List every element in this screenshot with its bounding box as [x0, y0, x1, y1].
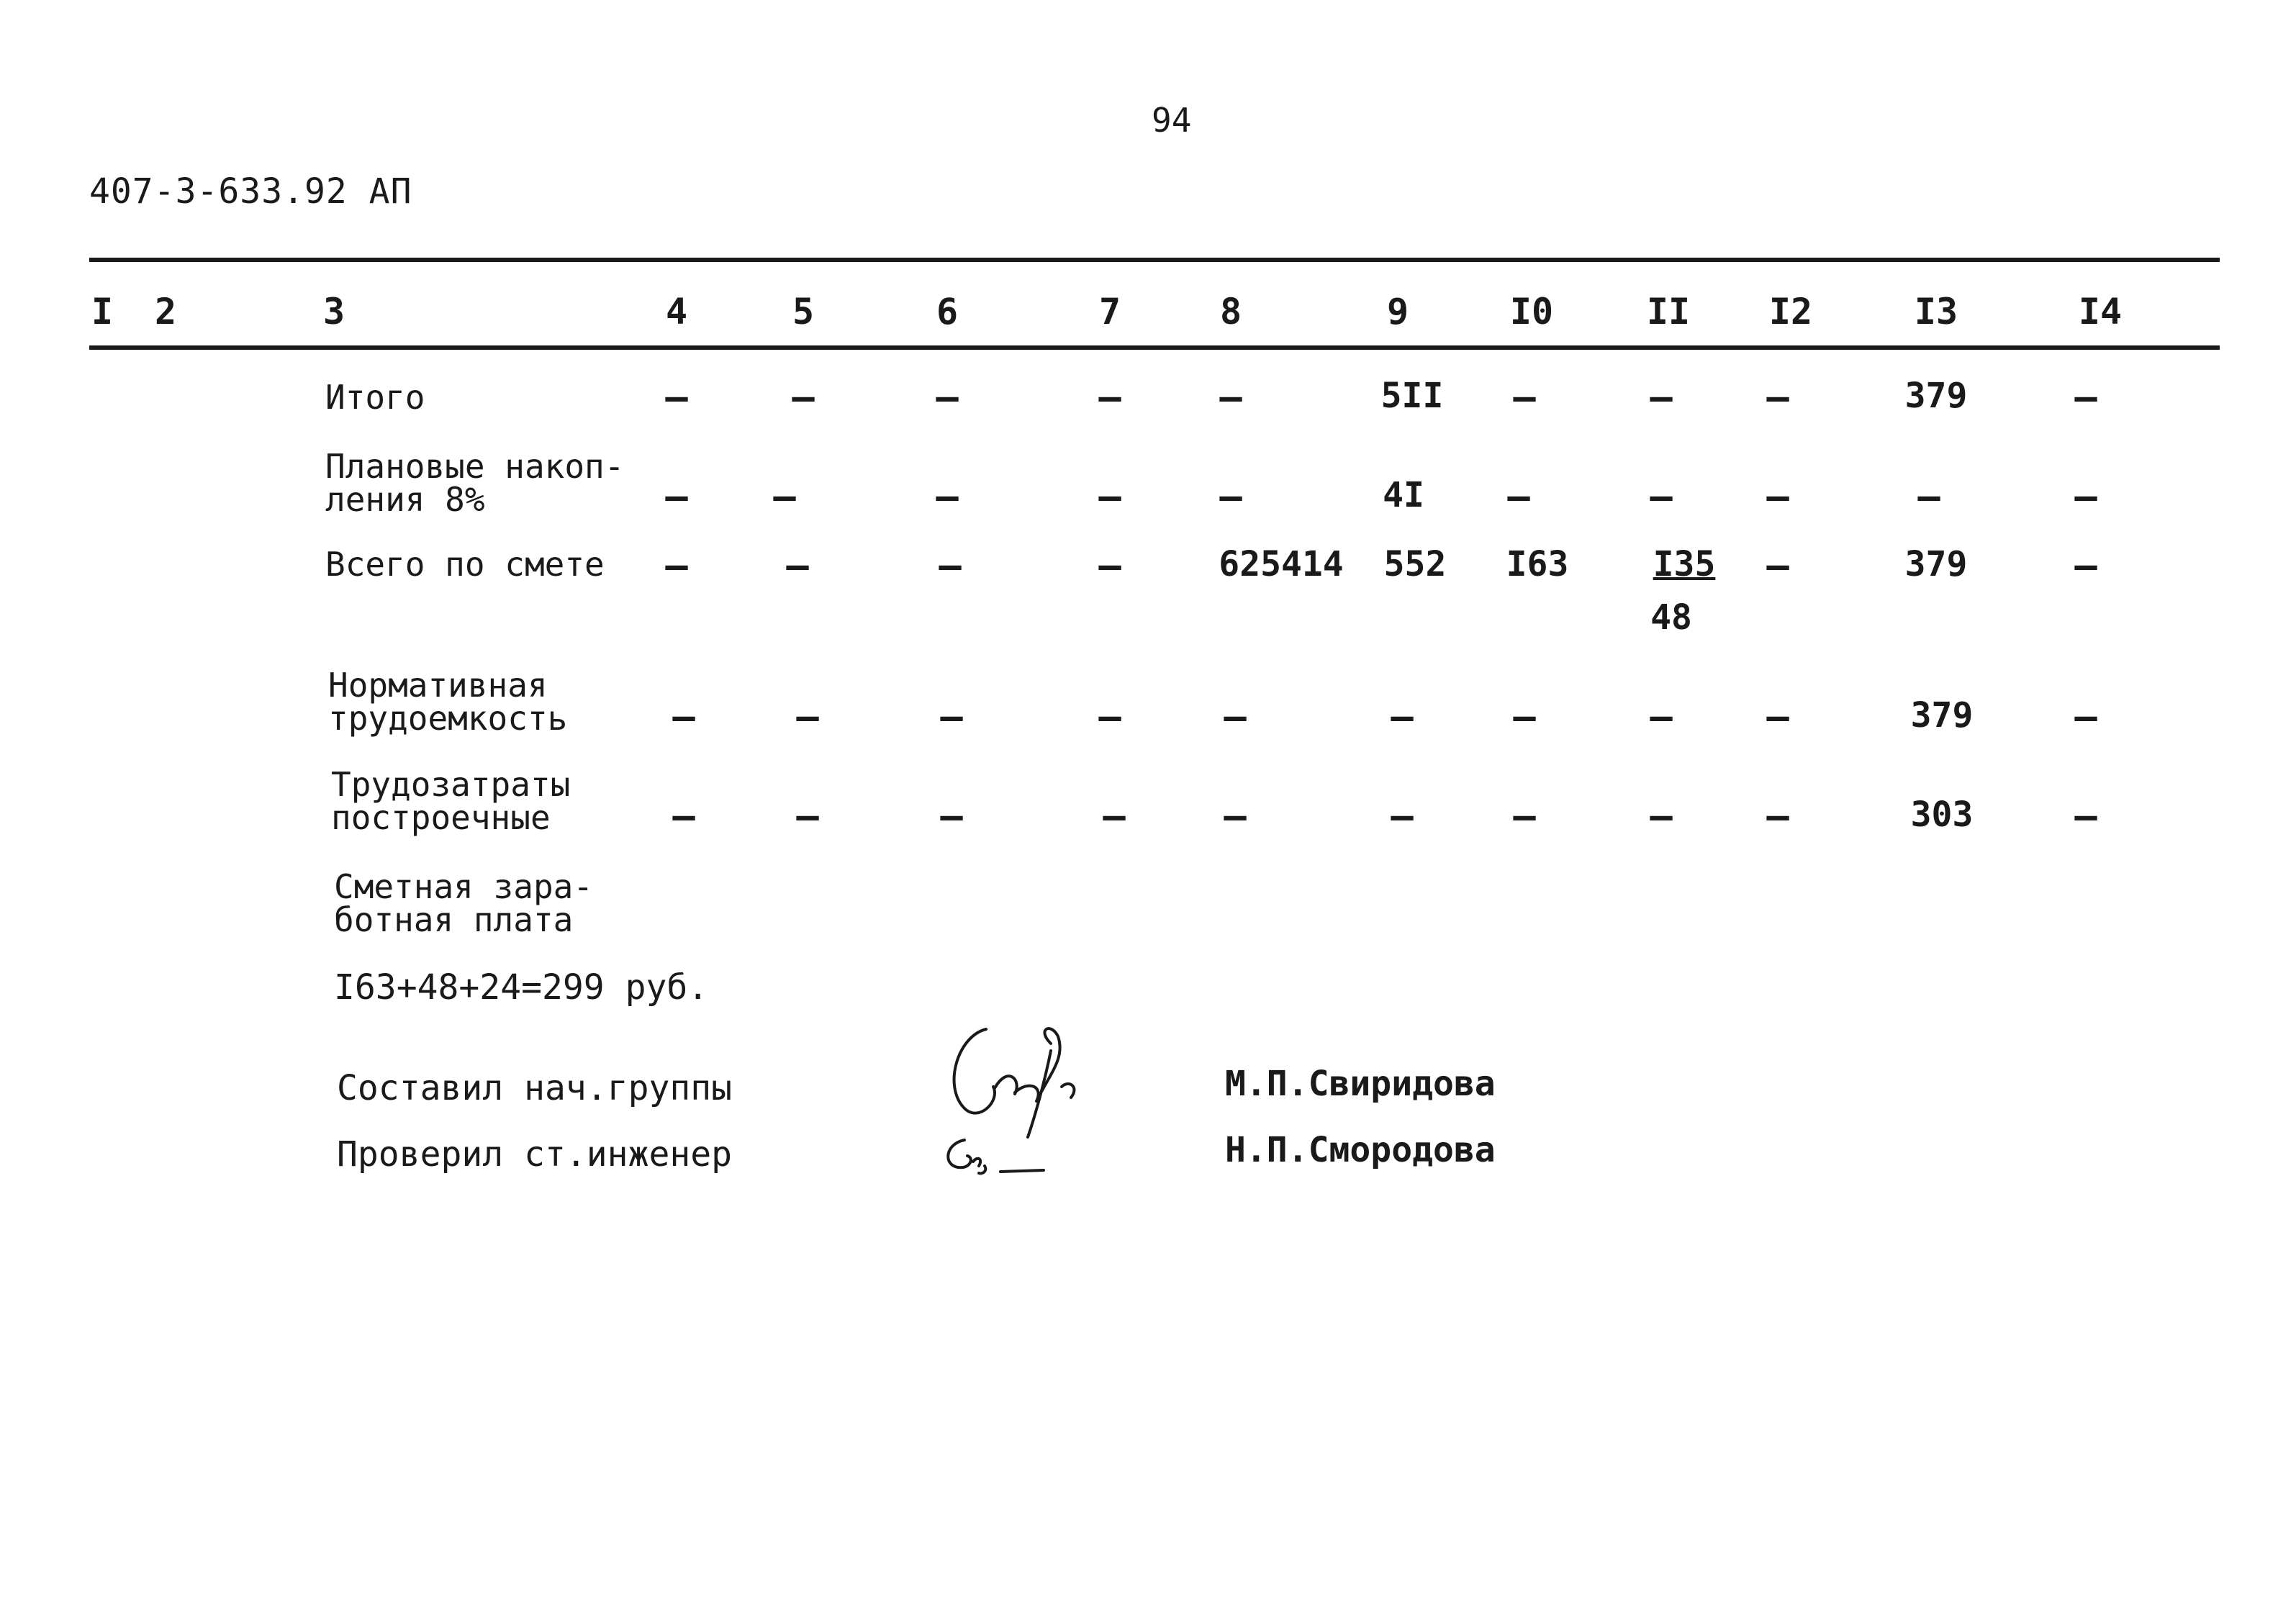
- table-cell: –: [1098, 475, 1121, 518]
- column-header: I: [91, 291, 114, 332]
- table-cell: –: [672, 695, 695, 738]
- table-cell: –: [773, 475, 796, 518]
- table-cell: –: [1917, 475, 1940, 518]
- handwritten-signature: [936, 1130, 1065, 1180]
- table-cell: –: [1098, 695, 1121, 738]
- row-label: Итого: [325, 378, 425, 417]
- table-cell: –: [2074, 544, 2097, 587]
- table-cell: –: [2074, 795, 2097, 838]
- checked-by-role: Проверил ст.инженер: [337, 1134, 733, 1175]
- table-cell: 4I: [1383, 475, 1424, 515]
- table-cell: –: [1224, 795, 1247, 838]
- column-header: 5: [792, 291, 815, 332]
- table-cell: –: [1224, 695, 1247, 738]
- table-cell: –: [1391, 695, 1414, 738]
- table-cell: –: [1766, 376, 1789, 419]
- table-cell: –: [1513, 376, 1536, 419]
- table-cell: –: [2074, 475, 2097, 518]
- table-cell: I63: [1506, 544, 1569, 584]
- table-cell: –: [2074, 376, 2097, 419]
- table-cell: 552: [1383, 544, 1447, 584]
- table-cell: –: [1650, 475, 1673, 518]
- column-header: I4: [2078, 291, 2123, 332]
- table-cell: –: [936, 376, 959, 419]
- document-code: 407-3-633.92 АП: [89, 171, 412, 212]
- table-cell: –: [792, 376, 815, 419]
- table-cell: 379: [1904, 376, 1968, 416]
- column-header: 3: [322, 291, 345, 332]
- row-label: Плановые накоп-: [325, 447, 625, 486]
- row-label: ботная плата: [334, 900, 574, 939]
- table-cell: –: [1391, 795, 1414, 838]
- table-cell: 5II: [1380, 376, 1444, 416]
- table-cell: –: [940, 695, 963, 738]
- table-cell: –: [796, 695, 819, 738]
- table-cell: –: [1650, 795, 1673, 838]
- page-number: 94: [1152, 101, 1192, 140]
- table-top-rule: [89, 258, 2220, 262]
- table-cell: –: [1103, 795, 1126, 838]
- table-cell: –: [936, 475, 959, 518]
- column-header: 9: [1386, 291, 1409, 332]
- table-cell: 625414: [1219, 544, 1344, 584]
- table-cell: –: [1219, 475, 1242, 518]
- table-cell: –: [940, 795, 963, 838]
- column-header: 7: [1098, 291, 1121, 332]
- table-cell: –: [939, 544, 962, 587]
- handwritten-signature: [943, 1008, 1101, 1137]
- compiled-by-role: Составил нач.группы: [337, 1068, 733, 1108]
- table-cell: –: [786, 544, 809, 587]
- table-header-rule: [89, 345, 2220, 350]
- table-cell: –: [1098, 544, 1121, 587]
- column-header: I2: [1768, 291, 1813, 332]
- row-label: Нормативная: [328, 666, 548, 705]
- table-cell: –: [1766, 795, 1789, 838]
- table-cell: –: [1766, 475, 1789, 518]
- row-label: построечные: [331, 798, 551, 837]
- column-header: 6: [936, 291, 959, 332]
- row-label: трудоемкость: [328, 699, 568, 738]
- table-cell: –: [665, 544, 688, 587]
- column-header: II: [1646, 291, 1691, 332]
- column-header: 8: [1219, 291, 1242, 332]
- row-label: Сметная зара-: [334, 867, 594, 906]
- table-cell: –: [796, 795, 819, 838]
- compiled-by-name: М.П.Свиридова: [1225, 1064, 1496, 1104]
- wage-formula: I63+48+24=299 руб.: [334, 967, 709, 1008]
- table-cell: –: [1766, 695, 1789, 738]
- column-header: 4: [665, 291, 688, 332]
- table-cell: –: [1507, 475, 1530, 518]
- table-cell: –: [1766, 544, 1789, 587]
- column-header: I0: [1509, 291, 1554, 332]
- table-cell: –: [665, 475, 688, 518]
- table-cell: –: [1098, 376, 1121, 419]
- table-cell: 379: [1904, 544, 1968, 584]
- table-cell: –: [1650, 376, 1673, 419]
- table-cell: –: [672, 795, 695, 838]
- table-cell: –: [2074, 695, 2097, 738]
- column-header: 2: [154, 291, 177, 332]
- table-cell: 303: [1910, 795, 1974, 835]
- table-cell: –: [1650, 695, 1673, 738]
- row-label: Трудозатраты: [331, 765, 571, 804]
- table-cell-denominator: 48: [1650, 597, 1692, 638]
- table-cell: –: [1513, 795, 1536, 838]
- table-cell: –: [665, 376, 688, 419]
- table-cell-numerator: I35: [1653, 544, 1716, 584]
- table-cell: 379: [1910, 695, 1974, 736]
- table-cell: –: [1513, 695, 1536, 738]
- checked-by-name: Н.П.Смородова: [1225, 1130, 1496, 1170]
- table-cell: –: [1219, 376, 1242, 419]
- row-label: ления 8%: [325, 480, 485, 519]
- column-header: I3: [1914, 291, 1958, 332]
- row-label: Всего по смете: [325, 545, 605, 584]
